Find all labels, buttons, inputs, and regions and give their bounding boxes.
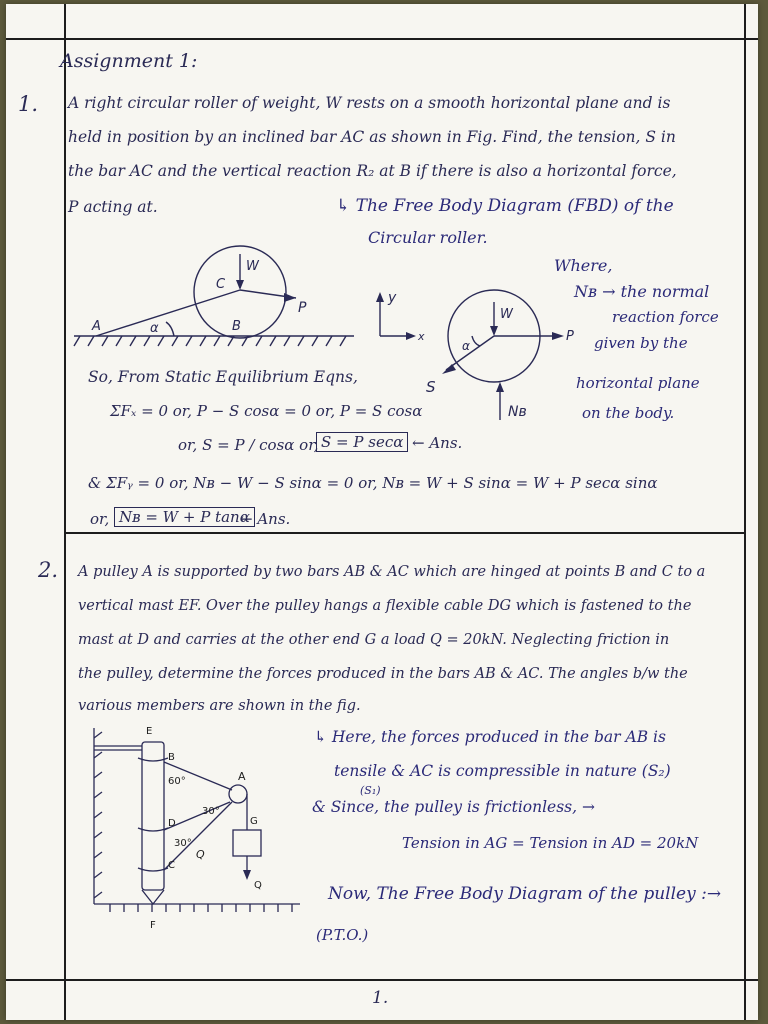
fig2-f-label: F — [150, 920, 156, 931]
fig2-q-load-label: Q — [254, 880, 262, 891]
fig2-angle-60: 60° — [168, 776, 186, 787]
fig2-angle-30-top: 30° — [202, 806, 220, 817]
where-note-2: Nʙ → the normal — [574, 282, 710, 301]
assignment-title: Assignment 1: — [60, 50, 198, 72]
fig2-b-label: B — [168, 752, 175, 763]
q2-line-1: A pulley A is supported by two bars AB & AC which are hinged at points B and C to a — [78, 564, 706, 580]
q1-or-label: or, — [90, 510, 110, 528]
fbd-p-label: P — [566, 329, 574, 344]
q2-note-1: ↳ Here, the forces produced in the bar AB is — [314, 728, 666, 746]
fig2-c-label: C — [168, 860, 175, 871]
q2-line-4: the pulley, determine the forces produced in the bars AB & AC. The angles b/w the — [78, 666, 688, 682]
q1-sum-fy: & ΣFᵧ = 0 or, Nʙ − W − S sinα = 0 or, Nʙ = W + S sinα = W + P secα sinα — [88, 474, 658, 492]
ground-hatching — [74, 336, 346, 346]
pulley-a — [229, 785, 247, 803]
right-margin-rule — [744, 4, 746, 1020]
fig1-a-label: A — [92, 319, 101, 334]
q2-note-pto: (P.T.O.) — [316, 926, 369, 944]
q2-note-s1: (S₁) — [360, 784, 381, 797]
q1-line-1: A right circular roller of weight, W rests on a smooth horizontal plane and is — [68, 94, 671, 112]
where-note-3: reaction force — [612, 308, 719, 326]
fig2-g-label: G — [250, 816, 258, 827]
q1-answer-s-tag: ← Ans. — [412, 434, 463, 452]
bottom-rule — [6, 979, 758, 981]
fbd-w-label: W — [500, 307, 513, 322]
fbd-heading-line-1: ↳ The Free Body Diagram (FBD) of the — [336, 196, 674, 216]
fig1-b-label: B — [232, 319, 241, 334]
q1-answer-s: S = P secα — [316, 432, 408, 452]
q1-solution-intro: So, From Static Equilibrium Eqns, — [88, 368, 358, 386]
q1-answer-nb: Nʙ = W + P tanα — [114, 507, 255, 527]
fig1-p-label: P — [298, 300, 307, 316]
roller-figure — [70, 242, 360, 362]
fig2-q-cable-label: Q — [196, 848, 205, 861]
fig1-w-label: W — [246, 259, 259, 274]
q1-s-derivation: or, S = P / cosα or, — [178, 436, 319, 454]
q2-note-5: Now, The Free Body Diagram of the pulley :→ — [328, 884, 722, 904]
floor-hatching — [110, 904, 292, 912]
q2-note-4: Tension in AG = Tension in AD = 20kN — [402, 834, 699, 852]
fig2-e-label: E — [146, 726, 153, 737]
q1-answer-nb-tag: ← Ans. — [240, 510, 291, 528]
fbd-s-label: S — [426, 378, 436, 396]
fig1-alpha-label: α — [150, 321, 159, 336]
fbd-x-label: x — [418, 330, 425, 343]
where-note-5: horizontal plane — [576, 374, 700, 392]
inclined-bar — [96, 290, 240, 336]
left-margin-rule — [64, 4, 66, 1020]
q1-line-2: held in position by an inclined bar AC as shown in Fig. Find, the tension, S in — [68, 128, 676, 146]
section-divider — [64, 532, 744, 534]
fig2-a-label: A — [238, 770, 246, 783]
q1-line-4: P acting at. — [68, 198, 158, 216]
fig2-angle-30-bottom: 30° — [174, 838, 192, 849]
where-note-4: given by the — [594, 334, 688, 352]
where-note-1: Where, — [554, 256, 613, 275]
top-rule — [6, 38, 758, 40]
q2-note-3: & Since, the pulley is frictionless, → — [312, 798, 595, 816]
q2-line-5: various members are shown in the fig. — [78, 698, 361, 714]
question-2-number: 2. — [38, 558, 59, 582]
q2-line-3: mast at D and carries at the other end G a load Q = 20kN. Neglecting friction in — [78, 632, 670, 648]
mast — [142, 742, 164, 890]
fbd-nb-label: Nʙ — [508, 404, 527, 420]
fig2-d-label: D — [168, 818, 176, 829]
fig1-c-label: C — [216, 277, 226, 292]
q2-note-2: tensile & AC is compressible in nature (S₂) — [334, 762, 671, 780]
load-block — [233, 830, 261, 856]
fbd-y-label: y — [388, 290, 397, 306]
page-number: 1. — [372, 988, 389, 1008]
mast-pulley-figure — [90, 718, 310, 934]
q1-sum-fx: ΣFₓ = 0 or, P − S cosα = 0 or, P = S cosα — [110, 402, 423, 420]
notebook-page — [6, 4, 758, 1020]
fbd-heading-line-2: Circular roller. — [368, 228, 488, 247]
wall-hatching — [94, 732, 102, 898]
question-1-number: 1. — [18, 92, 39, 116]
q2-line-2: vertical mast EF. Over the pulley hangs a flexible cable DG which is fastened to the — [78, 598, 692, 614]
q1-line-3: the bar AC and the vertical reaction R₂ at B if there is also a horizontal force, — [68, 162, 677, 180]
where-note-6: on the body. — [582, 404, 675, 422]
fbd-alpha-label: α — [462, 339, 470, 353]
